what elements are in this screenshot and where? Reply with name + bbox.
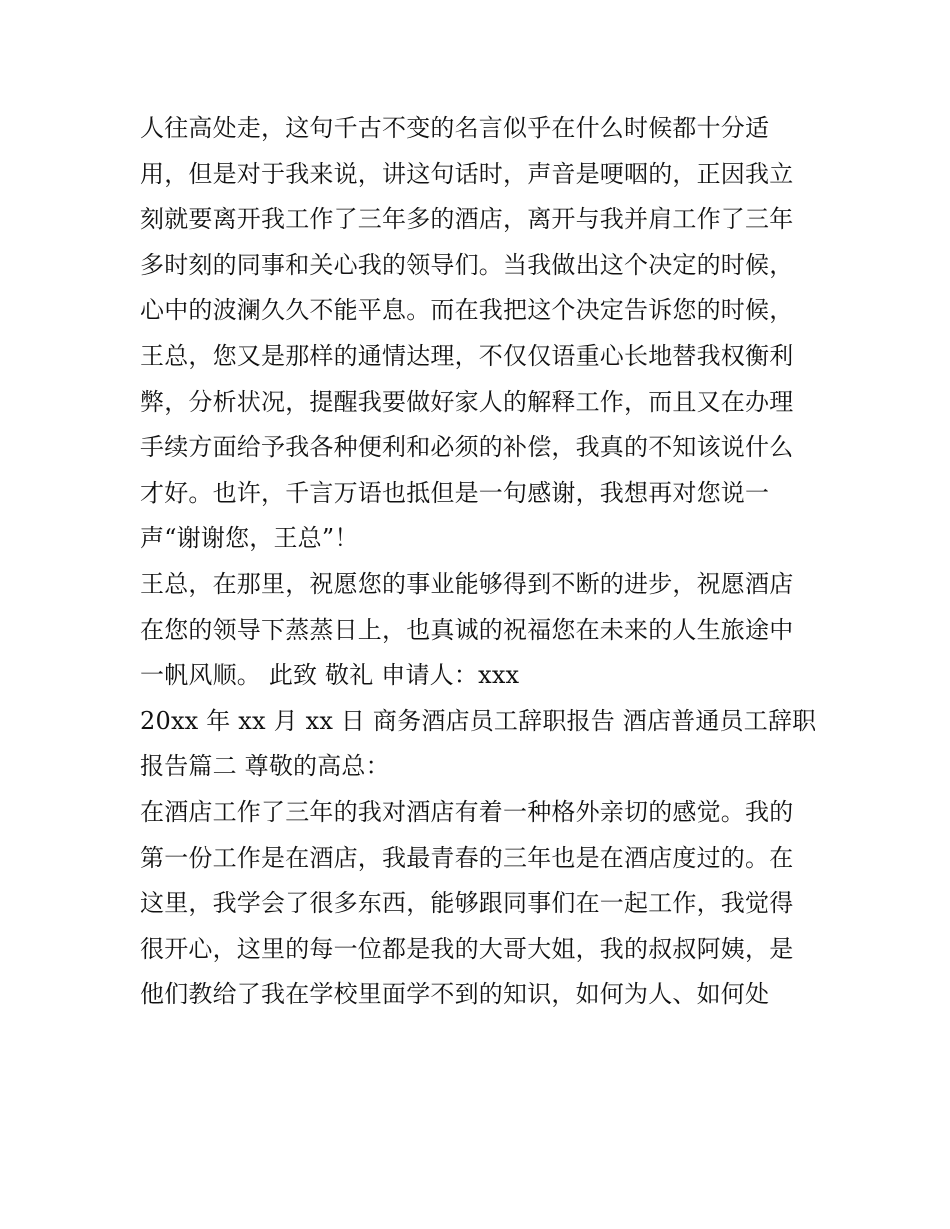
- text-line: 他们教给了我在学校里面学不到的知识，如何为人、如何处: [140, 980, 770, 1009]
- text-line: 才好。也许，千言万语也抵但是一句感谢，我想再对您说一: [140, 478, 770, 507]
- text-line: 刻就要离开我工作了三年多的酒店，离开与我并肩工作了三年: [140, 205, 794, 234]
- text-line: 在您的领导下蒸蒸日上，也真诚的祝福您在未来的人生旅途中: [140, 615, 794, 644]
- text-line: 人往高处走，这句千古不变的名言似乎在什么时候都十分适: [140, 114, 770, 142]
- text-line: 手续方面给予我各种便利和必须的补偿，我真的不知该说什么: [140, 433, 794, 462]
- text-line: 报告篇二 尊敬的高总：: [140, 752, 390, 781]
- text-line: 多时刻的同事和关心我的领导们。当我做出这个决定的时候，: [140, 250, 794, 279]
- document-body: [140, 106, 830, 1018]
- text-line: 弊，分析状况，提醒我要做好家人的解释工作，而且又在办理: [140, 387, 794, 416]
- text-line: 用，但是对于我来说，讲这句话时，声音是哽咽的，正因我立: [140, 159, 794, 188]
- text-line: 在酒店工作了三年的我对酒店有着一种格外亲切的感觉。我的: [140, 797, 794, 826]
- text-line: 这里，我学会了很多东西，能够跟同事们在一起工作，我觉得: [140, 889, 794, 918]
- text-line: 声“谢谢您，王总”！: [140, 524, 359, 553]
- text-line: 王总，在那里，祝愿您的事业能够得到不断的进步，祝愿酒店: [140, 569, 794, 598]
- text-line: 一帆风顺。 此致 敬礼 申请人：xxx: [140, 661, 520, 690]
- text-line: 20xx 年 xx 月 xx 日 商务酒店员工辞职报告 酒店普通员工辞职: [140, 706, 817, 735]
- text-line: 很开心，这里的每一位都是我的大哥大姐，我的叔叔阿姨，是: [140, 934, 794, 963]
- text-line: 王总，您又是那样的通情达理，不仅仅语重心长地替我权衡利: [140, 341, 794, 370]
- text-line: 第一份工作是在酒店，我最青春的三年也是在酒店度过的。在: [140, 843, 794, 872]
- text-line: 心中的波澜久久不能平息。而在我把这个决定告诉您的时候，: [140, 296, 794, 325]
